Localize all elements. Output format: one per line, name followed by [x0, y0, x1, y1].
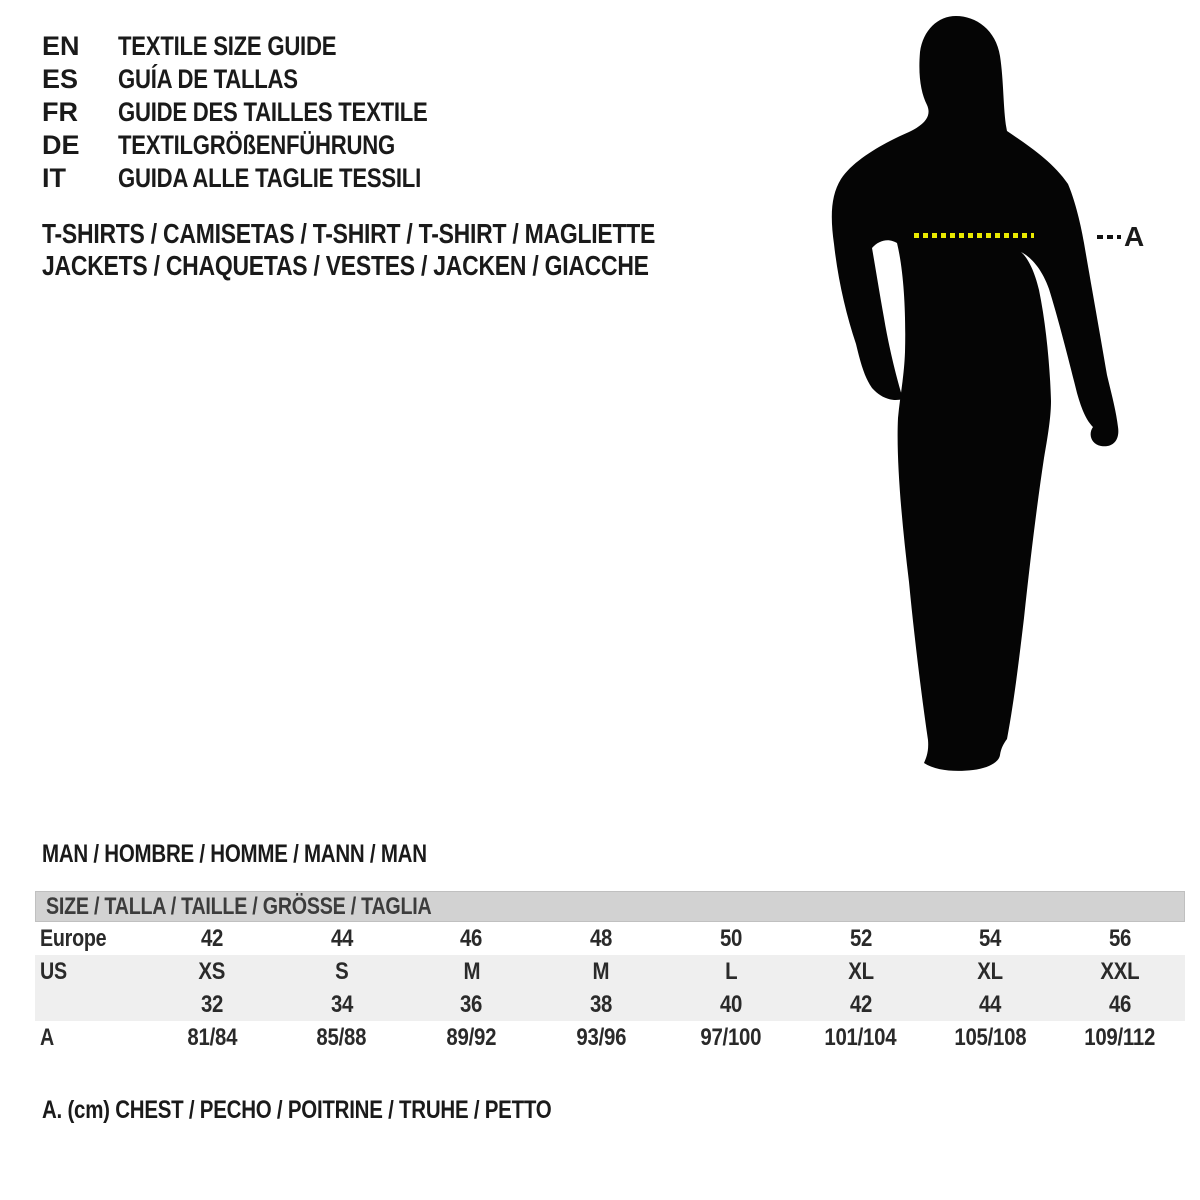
size-cell: L — [724, 957, 737, 985]
size-cell: 85/88 — [316, 1023, 367, 1051]
size-cell: XL — [847, 957, 874, 985]
language-code: IT — [42, 163, 66, 193]
table-row-chest-a — [35, 1021, 1185, 1054]
table-row-numeric — [35, 988, 1185, 1021]
size-cell: 44 — [330, 924, 353, 952]
language-item-de — [42, 129, 496, 162]
language-item-en — [42, 30, 496, 63]
language-label: TEXTILGRÖßENFÜHRUNG — [118, 130, 395, 160]
size-table — [35, 891, 1185, 1054]
size-cell: 109/112 — [1084, 1023, 1156, 1051]
chest-measure-line — [914, 233, 1034, 238]
size-cell: 46 — [460, 924, 483, 952]
measure-point-label-a: A — [1124, 221, 1145, 252]
size-cell: 52 — [849, 924, 872, 952]
row-label: A — [40, 1023, 54, 1051]
table-row-us — [35, 955, 1185, 988]
language-label: GUÍA DE TALLAS — [118, 64, 298, 94]
language-code: FR — [42, 97, 78, 127]
size-cell: 97/100 — [700, 1023, 762, 1051]
language-item-es — [42, 63, 496, 96]
size-cell: 42 — [849, 990, 872, 1018]
language-item-it — [42, 162, 496, 195]
language-code: DE — [42, 130, 80, 160]
size-cell: 46 — [1109, 990, 1132, 1018]
footer-measurement-note: A. (cm) CHEST / PECHO / POITRINE / TRUHE / PETTO — [42, 1096, 552, 1124]
size-cell: 54 — [979, 924, 1002, 952]
size-cell: 42 — [200, 924, 223, 952]
row-label: US — [40, 957, 67, 985]
category-line-jackets: JACKETS / CHAQUETAS / VESTES / JACKEN / GIACCHE — [42, 250, 649, 281]
size-cell: M — [462, 957, 480, 985]
size-cell: 56 — [1109, 924, 1132, 952]
size-table-header: SIZE / TALLA / TAILLE / GRÖSSE / TAGLIA — [35, 891, 1185, 922]
size-cell: 81/84 — [186, 1023, 237, 1051]
language-label: TEXTILE SIZE GUIDE — [118, 31, 337, 61]
size-cell: 105/108 — [954, 1023, 1027, 1051]
language-code: ES — [42, 64, 79, 94]
language-item-fr — [42, 96, 496, 129]
row-label — [35, 988, 147, 1021]
row-label: Europe — [40, 924, 107, 952]
size-cell: 93/96 — [576, 1023, 627, 1051]
size-cell: 44 — [979, 990, 1002, 1018]
language-label: GUIDA ALLE TAGLIE TESSILI — [118, 163, 421, 193]
size-cell: 48 — [590, 924, 613, 952]
size-cell: 32 — [200, 990, 223, 1018]
language-list — [42, 30, 496, 195]
size-cell: 40 — [719, 990, 742, 1018]
category-lines — [42, 218, 790, 282]
size-cell: S — [334, 957, 349, 985]
size-cell: 89/92 — [446, 1023, 497, 1051]
size-cell: 50 — [719, 924, 742, 952]
measure-leader-line — [1097, 235, 1121, 239]
category-line-tshirts: T-SHIRTS / CAMISETAS / T-SHIRT / T-SHIRT / MAGLIETTE — [42, 218, 656, 249]
size-cell: XL — [977, 957, 1004, 985]
silhouette-path — [832, 16, 1119, 771]
language-label: GUIDE DES TAILLES TEXTILE — [118, 97, 428, 127]
table-row-europe — [35, 922, 1185, 955]
language-code: EN — [42, 31, 80, 61]
size-cell: XS — [198, 957, 226, 985]
size-cell: 34 — [330, 990, 353, 1018]
size-cell: 38 — [590, 990, 613, 1018]
size-cell: M — [592, 957, 610, 985]
size-cell: XXL — [1100, 957, 1140, 985]
section-heading-man: MAN / HOMBRE / HOMME / MANN / MAN — [42, 840, 427, 868]
size-cell: 101/104 — [824, 1023, 897, 1051]
size-cell: 36 — [460, 990, 483, 1018]
